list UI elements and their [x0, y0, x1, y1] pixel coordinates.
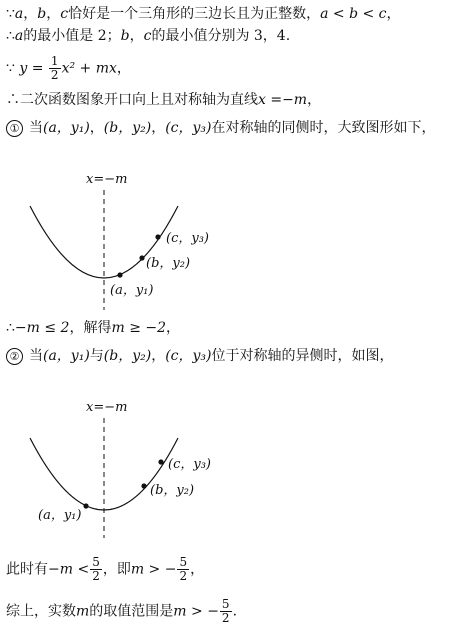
- punct: ，: [307, 92, 322, 108]
- fraction-five-halves: [90, 556, 102, 583]
- point-c: (c，y₃): [165, 348, 212, 364]
- line-text: 综上，实数: [6, 603, 76, 620]
- therefore-symbol: ∴: [6, 320, 15, 336]
- point-b: (b，y₂): [103, 348, 152, 364]
- point-a-dot: [117, 272, 122, 277]
- fraction-five-halves: [177, 556, 189, 583]
- sep: ，: [129, 28, 144, 44]
- label-a: (a，y₁): [110, 283, 154, 298]
- punct: .: [232, 603, 238, 620]
- case-number-badge: ②: [6, 348, 23, 365]
- line-minimum-values: [6, 26, 290, 46]
- punct: ，: [166, 320, 181, 336]
- var-c: c: [60, 6, 69, 22]
- line-text: 位于对称轴的异侧时，如图，: [211, 348, 394, 364]
- var-b: b: [120, 28, 130, 44]
- inequality: a < b < c: [320, 6, 387, 22]
- inequality-lhs: m > −: [173, 603, 219, 620]
- punct: ，: [190, 561, 205, 578]
- label-c: (c，y₃): [168, 457, 211, 472]
- point-a: (a，y₁): [43, 120, 90, 136]
- denominator: 2: [50, 68, 59, 82]
- fraction-five-halves: [220, 598, 232, 625]
- fraction-half: [49, 55, 61, 82]
- numerator: 5: [179, 555, 188, 569]
- line-case-one: [6, 118, 436, 138]
- numerator: 5: [221, 597, 230, 611]
- point-b: (b，y₂): [103, 120, 152, 136]
- inequality: −m ≤ 2: [14, 320, 70, 336]
- line-text: 当: [29, 120, 43, 136]
- line-text: ，即: [102, 561, 131, 578]
- line-text: 二次函数图象开口向上且对称轴为直线: [20, 92, 258, 108]
- var-m: m: [76, 603, 90, 620]
- therefore-symbol: ∴: [6, 28, 15, 44]
- result: m ≥ −2: [111, 320, 167, 336]
- point-c-dot: [158, 459, 163, 464]
- line-text: 的最小值是 2；: [23, 28, 121, 44]
- point-a-dot: [83, 503, 88, 508]
- axis-label: x=−m: [86, 400, 128, 415]
- line-text: 当: [29, 348, 43, 364]
- var-c: c: [143, 28, 152, 44]
- sep: ，: [151, 348, 166, 364]
- line-axis: [6, 90, 321, 110]
- axis-expression: x =−m: [258, 92, 308, 108]
- punct: ，: [386, 6, 401, 22]
- line-function: [6, 55, 131, 82]
- line-conclusion: [6, 598, 237, 625]
- point-b-dot: [141, 483, 146, 488]
- case-number-badge: ①: [6, 120, 23, 137]
- denominator: 2: [92, 569, 100, 583]
- line-case-two-result: [6, 556, 204, 583]
- point-a: (a，y₁): [43, 348, 90, 364]
- label-c: (c，y₃): [166, 231, 209, 246]
- therefore-symbol: ∴: [6, 92, 20, 108]
- point-c-dot: [155, 234, 160, 239]
- sep: ，: [23, 6, 38, 22]
- numerator: 5: [92, 555, 100, 569]
- equation-lhs: y =: [19, 60, 48, 77]
- graph-same-side: [0, 150, 467, 310]
- graph-opposite-sides: [0, 378, 467, 538]
- line-text: 此时有: [6, 561, 48, 578]
- sep: ，: [151, 120, 166, 136]
- line-text: ，解得: [69, 320, 112, 336]
- line-text: 与: [89, 348, 104, 364]
- label-b: (b，y₂): [150, 483, 195, 498]
- label-b: (b，y₂): [146, 256, 191, 271]
- because-symbol: ∵: [6, 6, 15, 22]
- line-case-two: [6, 346, 394, 366]
- line-text: 恰好是一个三角形的三边长且为正整数，: [68, 6, 321, 22]
- line-text: 的最小值分别为 3，4.: [151, 28, 291, 44]
- point-b-dot: [139, 255, 144, 260]
- sep: ，: [46, 6, 61, 22]
- inequality-lhs: −m <: [48, 561, 90, 578]
- var-b: b: [37, 6, 47, 22]
- axis-label: x=−m: [86, 172, 128, 187]
- label-a: (a，y₁): [38, 508, 82, 523]
- line-text: 的取值范围是: [89, 603, 174, 620]
- sep: ，: [89, 120, 104, 136]
- line-given-sides: [6, 4, 401, 24]
- numerator: 1: [50, 54, 59, 68]
- line-text: 在对称轴的同侧时，大致图形如下，: [211, 120, 436, 136]
- equation-rhs: x² + mx: [61, 60, 117, 77]
- var-a: a: [14, 28, 24, 44]
- denominator: 2: [179, 569, 188, 583]
- denominator: 2: [221, 611, 230, 625]
- inequality-lhs: m > −: [130, 561, 177, 578]
- var-a: a: [14, 6, 24, 22]
- line-case-one-result: [6, 318, 180, 338]
- because-symbol: ∵: [6, 60, 15, 77]
- punct: ，: [116, 60, 131, 77]
- point-c: (c，y₃): [165, 120, 212, 136]
